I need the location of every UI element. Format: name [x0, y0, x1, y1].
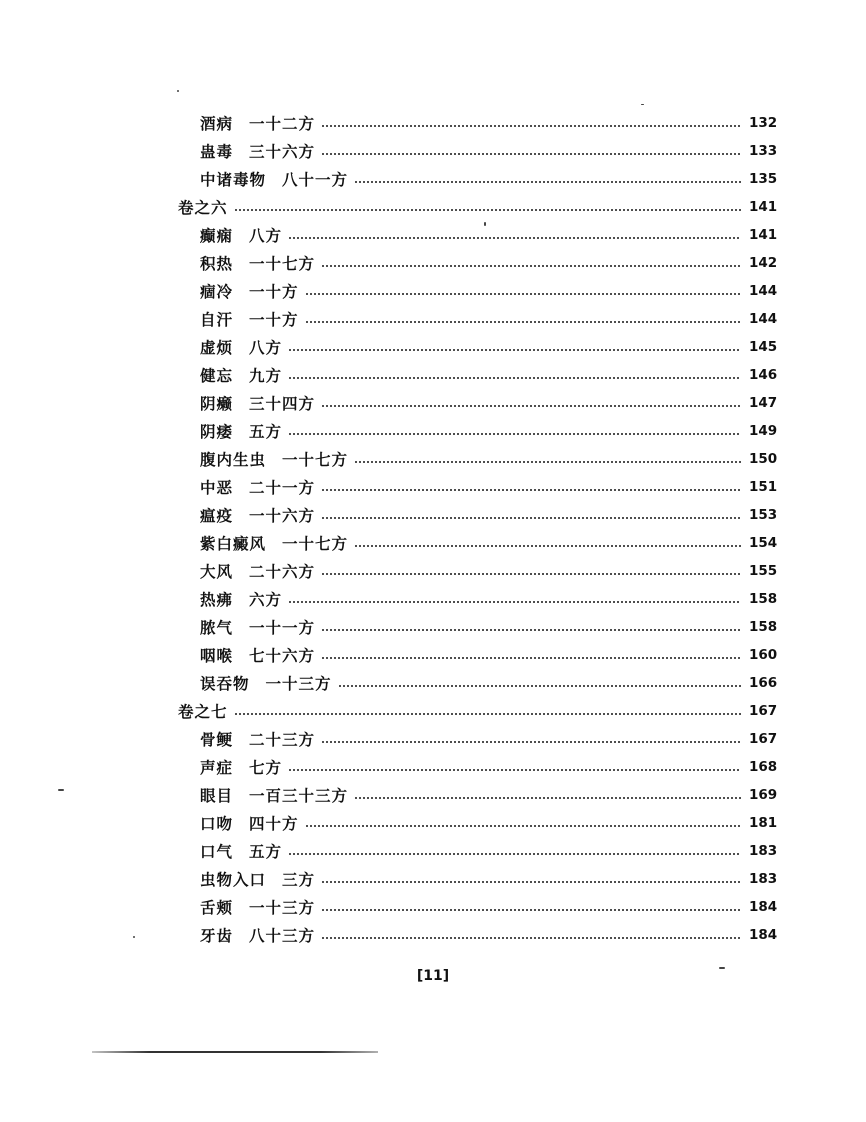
toc-chapter-heading — [0, 697, 866, 725]
entry-count: 一百三十三方 — [249, 786, 349, 805]
entry-page: 149 — [749, 423, 778, 439]
toc-entry — [0, 473, 866, 501]
dot-leader — [321, 153, 741, 155]
entry-title: 虫物入口 — [200, 870, 267, 889]
entry-title: 中恶 — [200, 478, 234, 497]
entry-count: 一十方 — [249, 282, 299, 301]
entry-page: 169 — [749, 787, 778, 803]
entry-title: 腹内生虫 — [200, 450, 267, 469]
entry-page: 151 — [749, 479, 778, 495]
scan-speck — [641, 104, 644, 105]
entry-title: 瘟疫 — [200, 506, 234, 525]
entry-count: 二十六方 — [249, 562, 316, 581]
toc-entry — [0, 753, 866, 781]
toc-entry — [0, 361, 866, 389]
dot-leader — [321, 657, 741, 659]
toc-entry — [0, 249, 866, 277]
scan-speck — [719, 967, 725, 969]
entry-count: 一十六方 — [249, 506, 316, 525]
toc-entry — [0, 389, 866, 417]
entry-title: 脓气 — [200, 618, 234, 637]
dot-leader — [321, 489, 741, 491]
entry-title: 热疿 — [200, 590, 234, 609]
dot-leader — [288, 601, 741, 603]
entry-count: 一十二方 — [249, 114, 316, 133]
entry-title: 咽喉 — [200, 646, 234, 665]
entry-page: 181 — [749, 815, 778, 831]
toc-entry — [0, 165, 866, 193]
entry-count: 三十四方 — [249, 394, 316, 413]
entry-page: 144 — [749, 311, 778, 327]
toc-entry — [0, 221, 866, 249]
toc-entry — [0, 501, 866, 529]
toc-entry — [0, 557, 866, 585]
entry-count: 七十六方 — [249, 646, 316, 665]
entry-count: 一十一方 — [249, 618, 316, 637]
entry-count: 八方 — [249, 226, 283, 245]
entry-title: 蛊毒 — [200, 142, 234, 161]
entry-count: 五方 — [249, 422, 283, 441]
entry-count: 七方 — [249, 758, 283, 777]
dot-leader — [354, 545, 741, 547]
entry-count: 九方 — [249, 366, 283, 385]
entry-page: 167 — [749, 703, 778, 719]
entry-title: 阴癞 — [200, 394, 234, 413]
dot-leader — [288, 377, 741, 379]
entry-page: 150 — [749, 451, 778, 467]
dot-leader — [305, 825, 741, 827]
scan-speck — [58, 789, 64, 791]
entry-count: 八十三方 — [249, 926, 316, 945]
entry-page: 158 — [749, 619, 778, 635]
entry-count: 三十六方 — [249, 142, 316, 161]
entry-page: 154 — [749, 535, 778, 551]
dot-leader — [321, 125, 741, 127]
toc-entry — [0, 305, 866, 333]
entry-count: 二十一方 — [249, 478, 316, 497]
dot-leader — [321, 573, 741, 575]
dot-leader — [321, 405, 741, 407]
entry-count: 二十三方 — [249, 730, 316, 749]
dot-leader — [321, 909, 741, 911]
entry-title: 中诸毒物 — [200, 170, 267, 189]
dot-leader — [305, 321, 741, 323]
dot-leader — [354, 797, 741, 799]
dot-leader — [321, 517, 741, 519]
entry-page: 183 — [749, 871, 778, 887]
toc-entry — [0, 669, 866, 697]
entry-title: 自汗 — [200, 310, 234, 329]
toc-entry — [0, 137, 866, 165]
entry-count: 一十方 — [249, 310, 299, 329]
dot-leader — [288, 237, 741, 239]
dot-leader — [354, 461, 741, 463]
toc-entry — [0, 585, 866, 613]
toc-entry — [0, 417, 866, 445]
entry-page: 167 — [749, 731, 778, 747]
toc-entry — [0, 781, 866, 809]
entry-page: 147 — [749, 395, 778, 411]
entry-page: 145 — [749, 339, 778, 355]
entry-page: 141 — [749, 227, 778, 243]
toc-entry — [0, 277, 866, 305]
entry-count: 八方 — [249, 338, 283, 357]
entry-page: 144 — [749, 283, 778, 299]
toc-entry — [0, 529, 866, 557]
entry-page: 132 — [749, 115, 778, 131]
entry-page: 133 — [749, 143, 778, 159]
entry-page: 183 — [749, 843, 778, 859]
scan-speck — [177, 90, 179, 92]
dot-leader — [288, 853, 741, 855]
entry-title: 紫白癜风 — [200, 534, 267, 553]
entry-count: 一十七方 — [249, 254, 316, 273]
entry-count: 一十三方 — [249, 898, 316, 917]
entry-page: 166 — [749, 675, 778, 691]
toc-entry — [0, 865, 866, 893]
entry-title: 积热 — [200, 254, 234, 273]
entry-title: 阴痿 — [200, 422, 234, 441]
dot-leader — [288, 769, 741, 771]
entry-count: 八十一方 — [282, 170, 349, 189]
entry-page: 158 — [749, 591, 778, 607]
dot-leader — [305, 293, 741, 295]
entry-page: 160 — [749, 647, 778, 663]
scan-rule-line — [92, 1051, 378, 1053]
entry-page: 146 — [749, 367, 778, 383]
entry-page: 142 — [749, 255, 778, 271]
dot-leader — [338, 685, 741, 687]
dot-leader — [234, 713, 741, 715]
toc-entry — [0, 837, 866, 865]
dot-leader — [321, 937, 741, 939]
entry-count: 一十七方 — [282, 534, 349, 553]
entry-page: 184 — [749, 927, 778, 943]
entry-page: 153 — [749, 507, 778, 523]
entry-count: 三方 — [282, 870, 316, 889]
toc-entry — [0, 809, 866, 837]
toc-entry — [0, 333, 866, 361]
toc-entry — [0, 641, 866, 669]
scan-speck — [133, 936, 135, 938]
entry-count: 六方 — [249, 590, 283, 609]
entry-title: 虚烦 — [200, 338, 234, 357]
toc-entry — [0, 725, 866, 753]
scan-speck — [484, 222, 486, 226]
dot-leader — [321, 741, 741, 743]
entry-title: 舌颊 — [200, 898, 234, 917]
toc-chapter-heading — [0, 193, 866, 221]
chapter-title: 卷之六 — [178, 198, 228, 217]
dot-leader — [321, 881, 741, 883]
dot-leader — [354, 181, 741, 183]
dot-leader — [321, 629, 741, 631]
entry-title: 误吞物 — [200, 674, 250, 693]
entry-title: 骨鲠 — [200, 730, 234, 749]
dot-leader — [234, 209, 741, 211]
table-of-contents — [0, 109, 866, 949]
entry-count: 一十七方 — [282, 450, 349, 469]
entry-title: 牙齿 — [200, 926, 234, 945]
toc-entry — [0, 921, 866, 949]
entry-page: 135 — [749, 171, 778, 187]
entry-title: 酒病 — [200, 114, 234, 133]
entry-title: 口吻 — [200, 814, 234, 833]
entry-title: 痼冷 — [200, 282, 234, 301]
toc-entry — [0, 893, 866, 921]
page-number-footer: [11] — [416, 968, 450, 984]
toc-entry — [0, 445, 866, 473]
entry-title: 声症 — [200, 758, 234, 777]
chapter-title: 卷之七 — [178, 702, 228, 721]
entry-count: 五方 — [249, 842, 283, 861]
entry-title: 健忘 — [200, 366, 234, 385]
entry-count: 四十方 — [249, 814, 299, 833]
entry-title: 眼目 — [200, 786, 234, 805]
entry-count: 一十三方 — [265, 674, 332, 693]
entry-page: 141 — [749, 199, 778, 215]
dot-leader — [321, 265, 741, 267]
toc-entry — [0, 613, 866, 641]
entry-title: 口气 — [200, 842, 234, 861]
entry-title: 癫痫 — [200, 226, 234, 245]
dot-leader — [288, 349, 741, 351]
entry-page: 155 — [749, 563, 778, 579]
entry-title: 大风 — [200, 562, 234, 581]
entry-page: 168 — [749, 759, 778, 775]
entry-page: 184 — [749, 899, 778, 915]
dot-leader — [288, 433, 741, 435]
toc-entry — [0, 109, 866, 137]
